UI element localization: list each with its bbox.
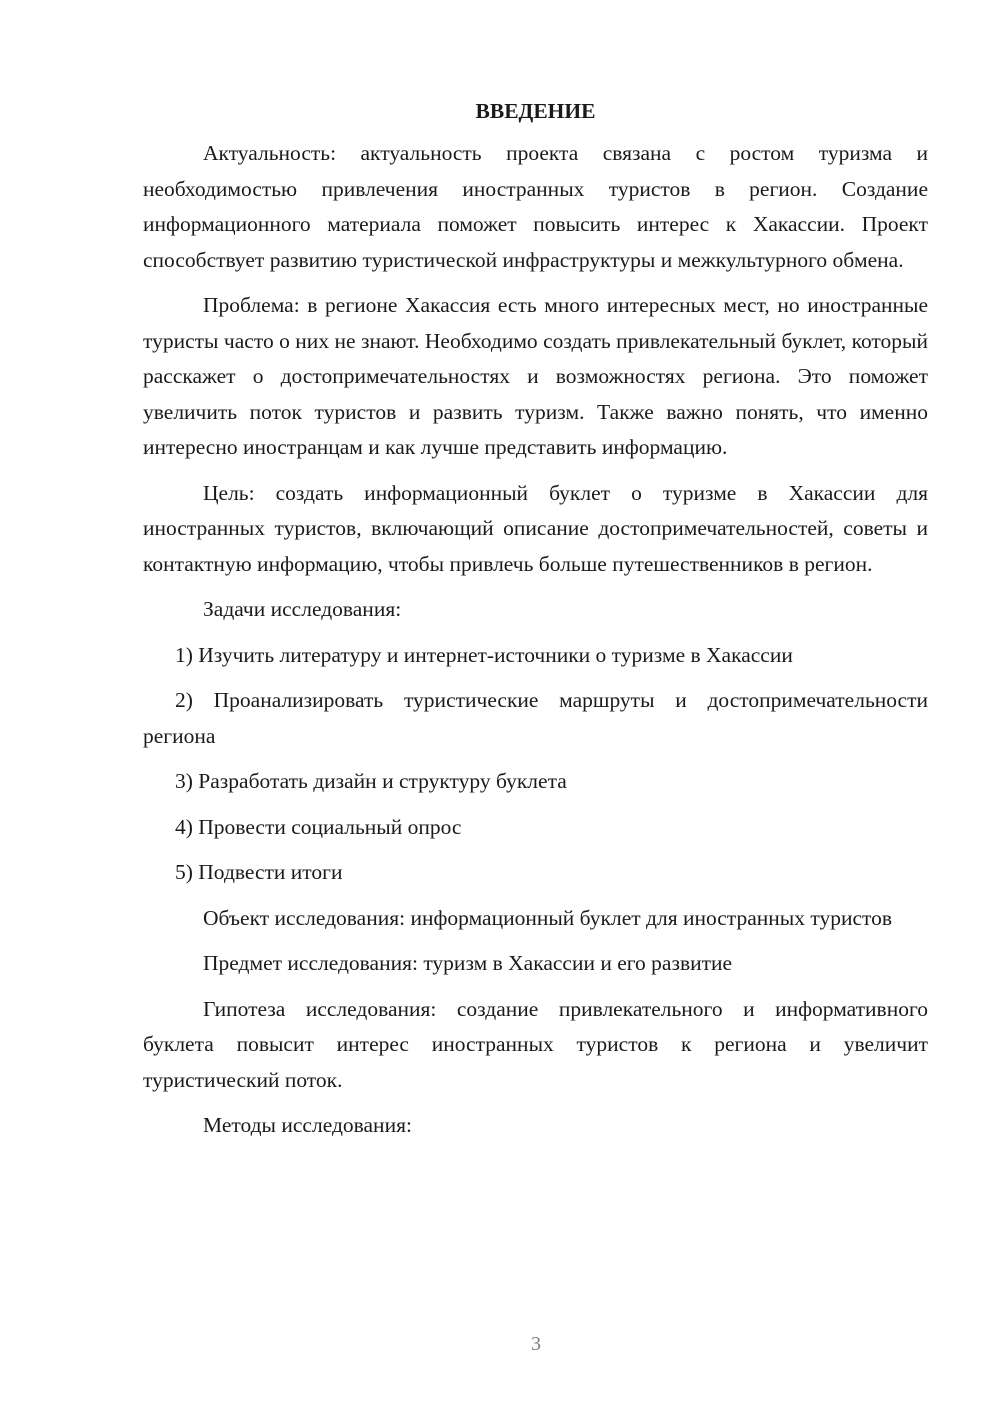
paragraph-problem: Проблема: в регионе Хакассия есть много интересных мест, но иностранные туристы часто о них не знают. Необходимо создать привлекательный буклет, который расскажет о достопримечательностях и возможностях региона. Это поможет увеличить поток туристов и развить туризм. Также важно понять, что именно интересно иностранцам и как лучше представить информацию. bbox=[143, 293, 928, 459]
list-item: 2) Проанализировать туристические маршруты и достопримечательности региона bbox=[143, 688, 928, 748]
paragraph-goal: Цель: создать информационный буклет о туризме в Хакассии для иностранных туристов, включающий описание достопримечательностей, советы и контактную информацию, чтобы привлечь больше путешественников в регион. bbox=[143, 480, 928, 576]
list-item: 4) Провести социальный опрос bbox=[175, 814, 462, 839]
page-number: 3 bbox=[531, 1333, 541, 1355]
tasks-list bbox=[143, 638, 928, 891]
list-item: 3) Разработать дизайн и структуру буклета bbox=[175, 769, 567, 793]
document-page bbox=[143, 96, 928, 1154]
paragraph-object: Объект исследования: информационный буклет для иностранных туристов bbox=[203, 905, 893, 930]
paragraph-relevance: Актуальность: актуальность проекта связана с ростом туризма и необходимостью привлечения иностранных туристов в регион. Создание информационного материала поможет повысить интерес к Хакассии. Проект способствует развитию туристической инфраструктуры и межкультурного обмена. bbox=[143, 141, 928, 272]
paragraph-hypothesis: Гипотеза исследования: создание привлекательного и информативного буклета повысит интерес иностранных туристов к региона и увеличит туристический поток. bbox=[143, 996, 928, 1092]
list-item: 5) Подвести итоги bbox=[175, 860, 343, 884]
paragraph-subject: Предмет исследования: туризм в Хакассии и его развитие bbox=[203, 951, 733, 975]
section-title: ВВЕДЕНИЕ bbox=[475, 99, 596, 123]
list-item: 1) Изучить литературу и интернет-источники о туризме в Хакассии bbox=[175, 642, 793, 667]
methods-heading: Методы исследования: bbox=[203, 1113, 412, 1137]
tasks-heading: Задачи исследования: bbox=[203, 597, 402, 621]
